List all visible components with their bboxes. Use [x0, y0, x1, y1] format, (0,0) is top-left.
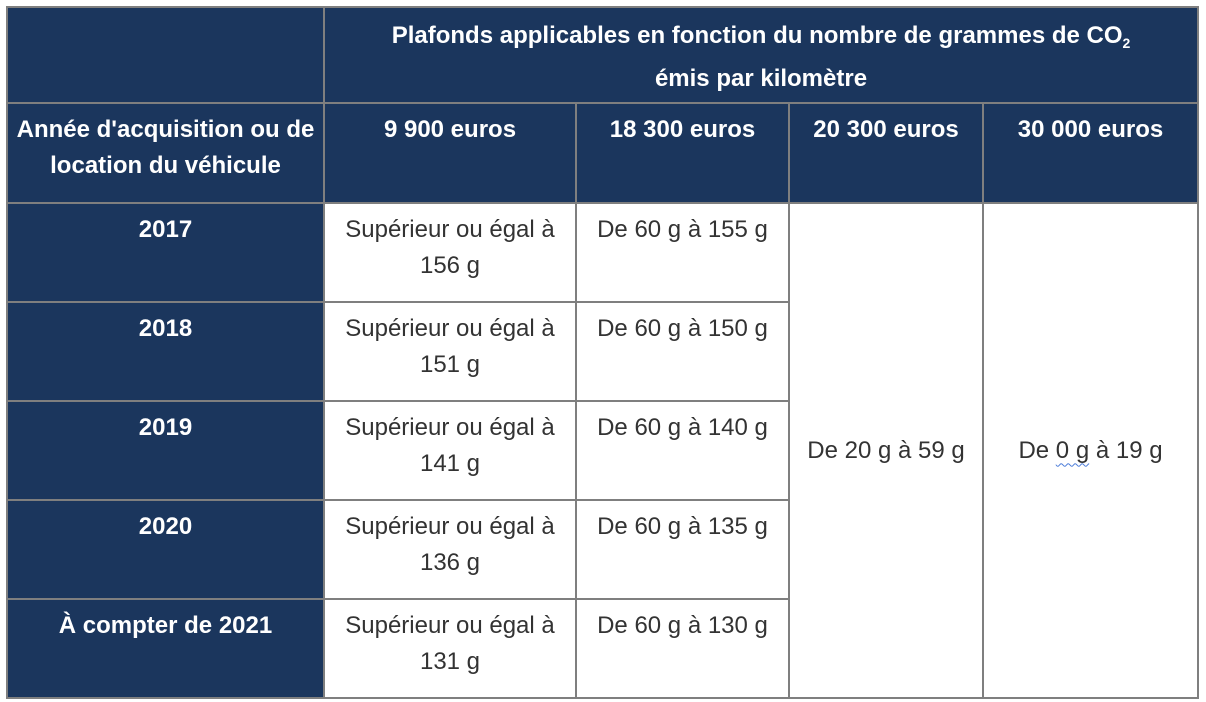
year-cell: 2019: [7, 401, 324, 500]
corner-cell: [7, 7, 324, 103]
merged-30000-prefix: De: [1018, 436, 1056, 464]
year-cell: 2020: [7, 500, 324, 599]
value-cell-9900: Supérieur ou égal à 151 g: [324, 302, 576, 401]
value-cell-18300: De 60 g à 140 g: [576, 401, 789, 500]
table-header-row-top: [7, 7, 1198, 103]
value-cell-9900: Supérieur ou égal à 156 g: [324, 203, 576, 302]
value-cell-18300: De 60 g à 150 g: [576, 302, 789, 401]
value-cell-9900: Supérieur ou égal à 136 g: [324, 500, 576, 599]
column-header-18300: 18 300 euros: [576, 103, 789, 203]
year-cell: 2018: [7, 302, 324, 401]
spellcheck-underlined-text: 0 g: [1055, 436, 1090, 464]
column-header-30000: 30 000 euros: [983, 103, 1198, 203]
table-header-row-columns: [7, 103, 1198, 203]
value-cell-9900: Supérieur ou égal à 131 g: [324, 599, 576, 698]
co2-subscript: 2: [1122, 35, 1131, 51]
value-cell-9900: Supérieur ou égal à 141 g: [324, 401, 576, 500]
merged-cell-30000: [983, 203, 1198, 698]
value-cell-18300: De 60 g à 155 g: [576, 203, 789, 302]
merged-30000-suffix: à 19 g: [1089, 436, 1163, 464]
value-cell-18300: De 60 g à 130 g: [576, 599, 789, 698]
year-cell: À compter de 2021: [7, 599, 324, 698]
ceiling-header-text: Plafonds applicables en fonction du nombre de grammes de CO: [391, 22, 1123, 49]
year-cell: 2017: [7, 203, 324, 302]
value-cell-18300: De 60 g à 135 g: [576, 500, 789, 599]
co2-ceiling-table: [6, 6, 1199, 699]
table-row: [7, 203, 1198, 302]
column-header-9900: 9 900 euros: [324, 103, 576, 203]
ceiling-group-header: [324, 7, 1198, 103]
merged-cell-20300: De 20 g à 59 g: [789, 203, 983, 698]
column-header-20300: 20 300 euros: [789, 103, 983, 203]
year-column-header: Année d'acquisition ou de location du véhicule: [7, 103, 324, 203]
ceiling-header-line2: émis par kilomètre: [654, 65, 868, 92]
